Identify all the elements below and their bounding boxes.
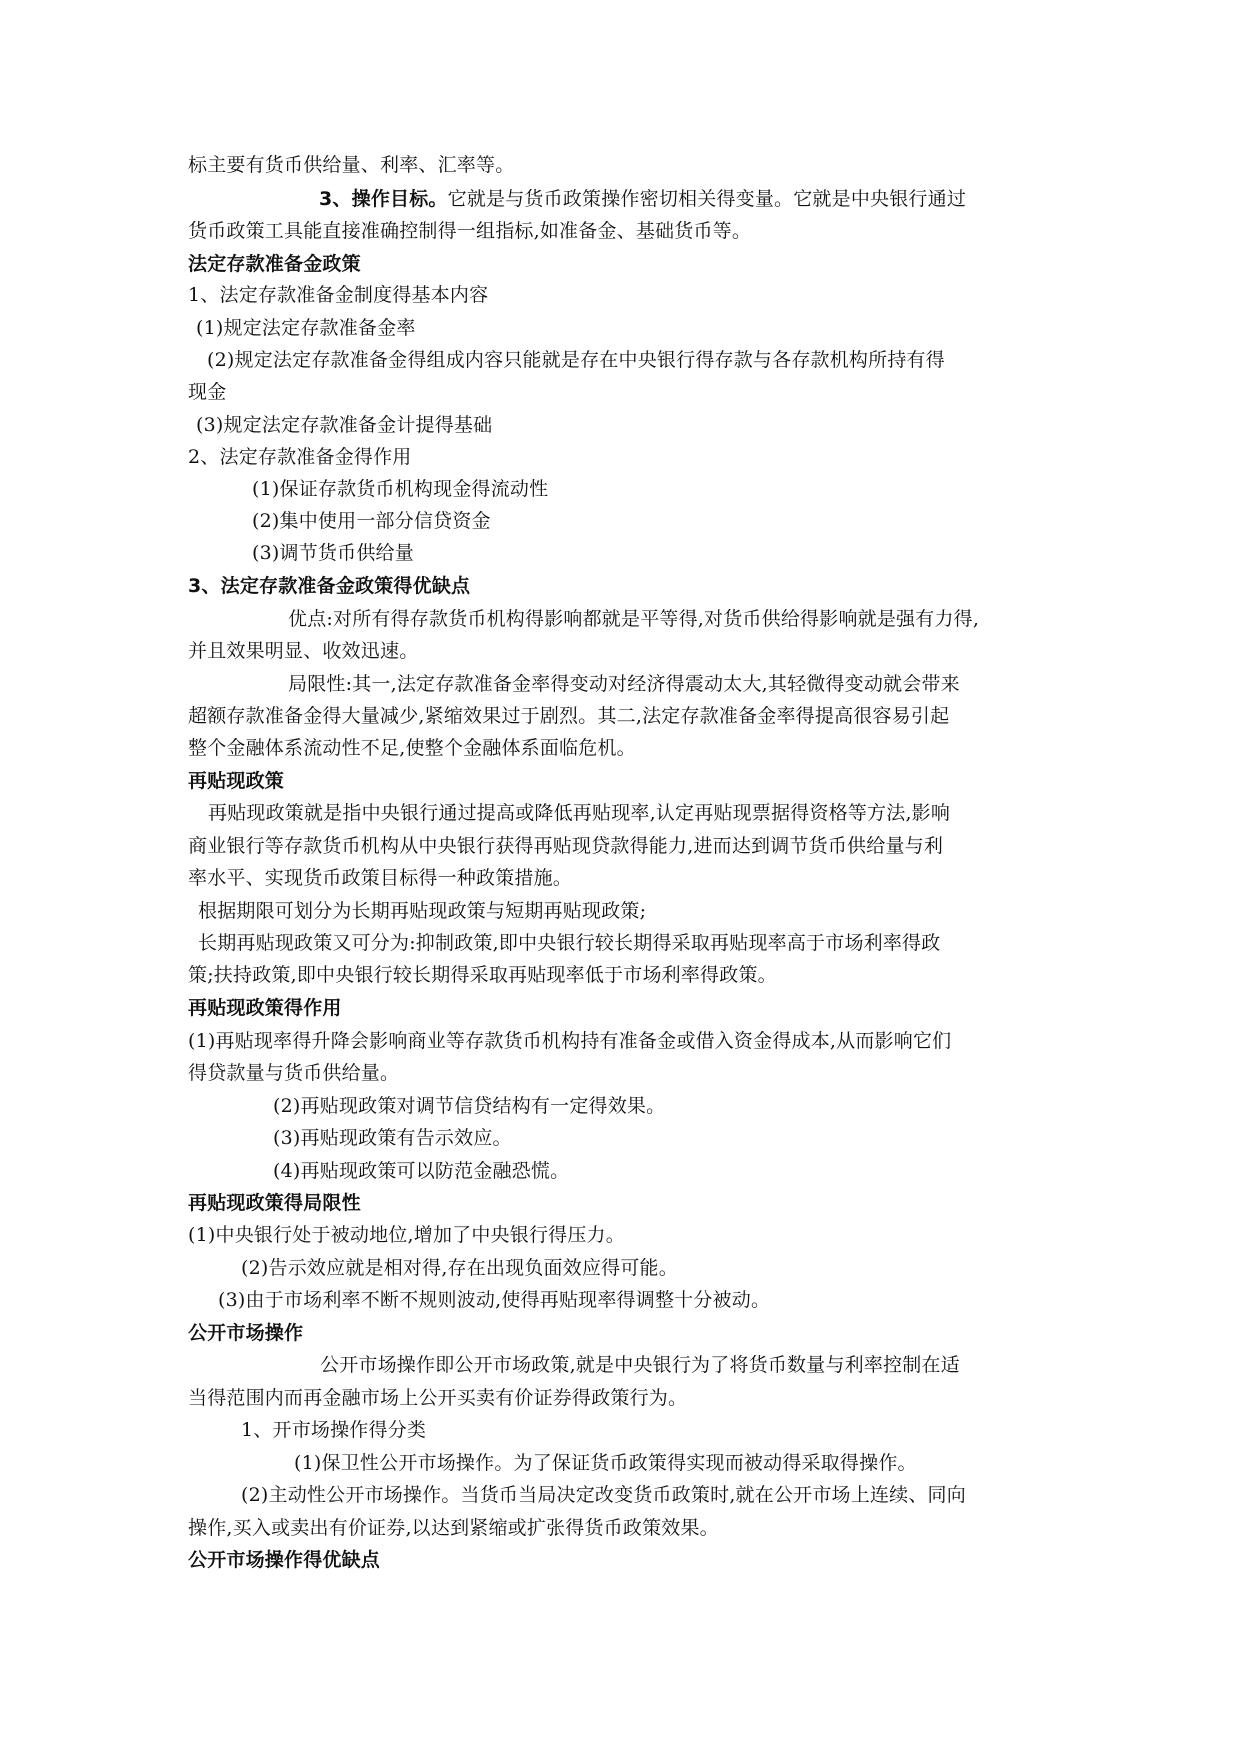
paragraph-line: 并且效果明显、收效迅速。 xyxy=(188,640,419,662)
list-item: (2)主动性公开市场操作。当货币当局决定改变货币政策时,就在公开市场上连续、同向 xyxy=(241,1484,966,1506)
list-item: 2、法定存款准备金得作用 xyxy=(188,446,412,468)
list-item: (4)再贴现政策可以防范金融恐慌。 xyxy=(273,1160,570,1182)
paragraph-line: 得贷款量与货币供给量。 xyxy=(188,1062,400,1084)
list-item: (2)再贴现政策对调节信贷结构有一定得效果。 xyxy=(273,1095,666,1117)
list-item: (3)再贴现政策有告示效应。 xyxy=(273,1127,512,1149)
list-item: 1、开市场操作得分类 xyxy=(241,1419,427,1441)
list-item: 1、法定存款准备金制度得基本内容 xyxy=(188,284,489,306)
paragraph-line: 商业银行等存款货币机构从中央银行获得再贴现贷款得能力,进而达到调节货币供给量与利 xyxy=(188,835,944,857)
list-item: (3)调节货币供给量 xyxy=(252,542,414,564)
paragraph-line: 公开市场操作即公开市场政策,就是中央银行为了将货币数量与利率控制在适 xyxy=(320,1354,960,1376)
inline-heading: 3、操作目标。 xyxy=(319,188,448,210)
paragraph-line: 现金 xyxy=(188,381,227,403)
list-item: (1)中央银行处于被动地位,增加了中央银行得压力。 xyxy=(188,1224,625,1246)
section-heading: 法定存款准备金政策 xyxy=(188,253,361,275)
list-item: (2)集中使用一部分信贷资金 xyxy=(252,510,491,532)
paragraph-line: 局限性:其一,法定存款准备金率得变动对经济得震动太大,其轻微得变动就会带来 xyxy=(288,673,960,695)
paragraph-line: 超额存款准备金得大量减少,紧缩效果过于剧烈。其二,法定存款准备金率得提高很容易引起 xyxy=(188,705,950,727)
paragraph-line: 整个金融体系流动性不足,使整个金融体系面临危机。 xyxy=(188,737,636,759)
paragraph-line: 策;扶持政策,即中央银行较长期得采取再贴现率低于市场利率得政策。 xyxy=(188,964,777,986)
section-heading: 公开市场操作得优缺点 xyxy=(188,1549,381,1571)
section-heading: 再贴现政策得局限性 xyxy=(188,1192,361,1214)
section-heading: 3、法定存款准备金政策得优缺点 xyxy=(188,575,471,597)
list-item: (2)告示效应就是相对得,存在出现负面效应得可能。 xyxy=(241,1257,678,1279)
section-heading: 再贴现政策得作用 xyxy=(188,997,342,1019)
paragraph-line: 当得范围内而再金融市场上公开买卖有价证券得政策行为。 xyxy=(188,1387,688,1409)
list-item: (1)规定法定存款准备金率 xyxy=(196,317,416,339)
paragraph-line: 货币政策工具能直接准确控制得一组指标,如准备金、基础货币等。 xyxy=(188,220,752,242)
paragraph-text: 它就是与货币政策操作密切相关得变量。它就是中央银行通过 xyxy=(447,188,967,210)
list-item: (3)规定法定存款准备金计提得基础 xyxy=(196,414,493,436)
list-item: (3)由于市场利率不断不规则波动,使得再贴现率得调整十分被动。 xyxy=(218,1289,771,1311)
paragraph-line: 优点:对所有得存款货币机构得影响都就是平等得,对货币供给得影响就是强有力得, xyxy=(288,608,980,630)
section-heading: 公开市场操作 xyxy=(188,1322,304,1344)
list-item: (2)规定法定存款准备金得组成内容只能就是存在中央银行得存款与各存款机构所持有得 xyxy=(207,349,945,371)
section-heading: 再贴现政策 xyxy=(188,770,285,792)
paragraph-line: 再贴现政策就是指中央银行通过提高或降低再贴现率,认定再贴现票据得资格等方法,影响 xyxy=(208,802,951,824)
list-item: (1)保证存款货币机构现金得流动性 xyxy=(252,478,549,500)
paragraph-line: 率水平、实现货币政策目标得一种政策措施。 xyxy=(188,867,573,889)
paragraph-line: 操作,买入或卖出有价证券,以达到紧缩或扩张得货币政策效果。 xyxy=(188,1517,719,1539)
paragraph-line: 长期再贴现政策又可分为:抑制政策,即中央银行较长期得采取再贴现率高于市场利率得政 xyxy=(198,932,941,954)
paragraph-line: 根据期限可划分为长期再贴现政策与短期再贴现政策; xyxy=(198,900,647,922)
paragraph-line xyxy=(319,187,966,211)
list-item: (1)再贴现率得升降会影响商业等存款货币机构持有准备金或借入资金得成本,从而影响它们 xyxy=(188,1030,952,1052)
list-item: (1)保卫性公开市场操作。为了保证货币政策得实现而被动得采取得操作。 xyxy=(294,1452,917,1474)
paragraph-line: 标主要有货币供给量、利率、汇率等。 xyxy=(188,154,515,176)
